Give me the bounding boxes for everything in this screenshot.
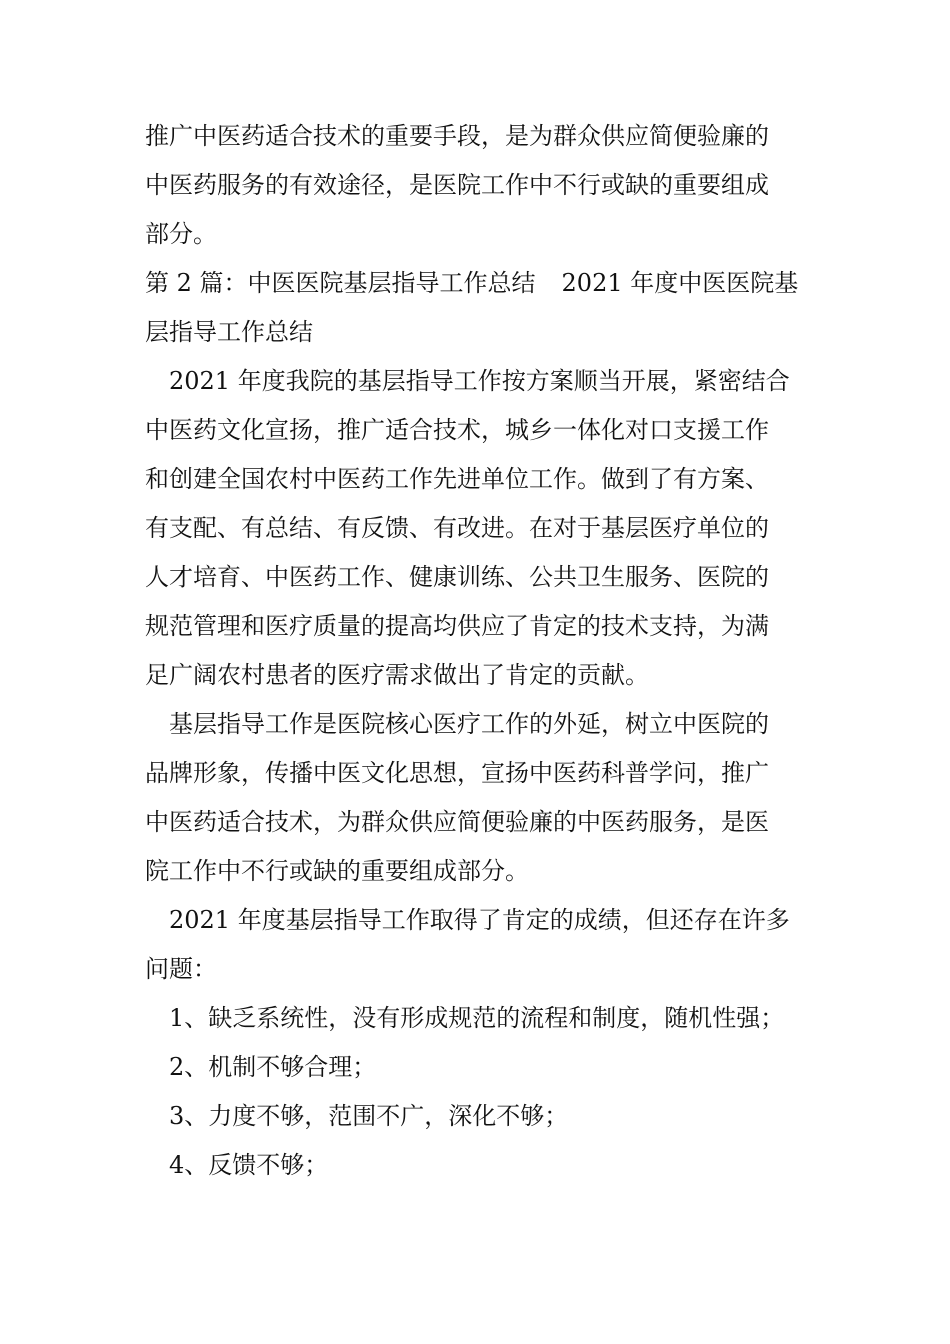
text-line: 中医药文化宣扬，推广适合技术，城乡一体化对口支援工作	[145, 416, 769, 444]
text-line: 品牌形象，传播中医文化思想，宣扬中医药科普学问，推广	[145, 759, 769, 787]
list-item: 4、反馈不够；	[169, 1151, 329, 1179]
section-heading	[145, 259, 810, 357]
list-item: 2、机制不够合理；	[169, 1053, 377, 1081]
text-line: 问题：	[145, 955, 217, 983]
text-line: 和创建全国农村中医药工作先进单位工作。做到了有方案、	[145, 465, 769, 493]
heading-part-2: 2021 年度中医医院基	[561, 269, 799, 297]
paragraph-3	[145, 896, 810, 994]
text-line: 人才培育、中医药工作、健康训练、公共卫生服务、医院的	[145, 563, 769, 591]
heading-part-1: 第 2 篇：中医医院基层指导工作总结	[145, 269, 536, 297]
intro-paragraph	[145, 112, 810, 259]
list-item: 1、缺乏系统性，没有形成规范的流程和制度，随机性强；	[169, 1004, 785, 1032]
heading-line: 层指导工作总结	[145, 318, 313, 346]
text-line: 推广中医药适合技术的重要手段，是为群众供应简便验廉的	[145, 122, 769, 150]
text-line: 中医药服务的有效途径，是医院工作中不行或缺的重要组成	[145, 171, 769, 199]
text-line: 规范管理和医疗质量的提高均供应了肯定的技术支持，为满	[145, 612, 769, 640]
heading-line	[145, 259, 810, 308]
paragraph-1	[145, 357, 810, 700]
list-item: 3、力度不够，范围不广，深化不够；	[169, 1102, 569, 1130]
text-line: 中医药适合技术，为群众供应简便验廉的中医药服务，是医	[145, 808, 769, 836]
text-line: 有支配、有总结、有反馈、有改进。在对于基层医疗单位的	[145, 514, 769, 542]
text-line: 2021 年度我院的基层指导工作按方案顺当开展，紧密结合	[169, 367, 790, 395]
document-body	[145, 112, 810, 1190]
text-line: 院工作中不行或缺的重要组成部分。	[145, 857, 529, 885]
text-line: 2021 年度基层指导工作取得了肯定的成绩，但还存在许多	[169, 906, 790, 934]
text-line: 足广阔农村患者的医疗需求做出了肯定的贡献。	[145, 661, 649, 689]
problem-list	[145, 994, 810, 1190]
paragraph-2	[145, 700, 810, 896]
text-line: 基层指导工作是医院核心医疗工作的外延，树立中医院的	[169, 710, 769, 738]
text-line: 部分。	[145, 220, 217, 248]
